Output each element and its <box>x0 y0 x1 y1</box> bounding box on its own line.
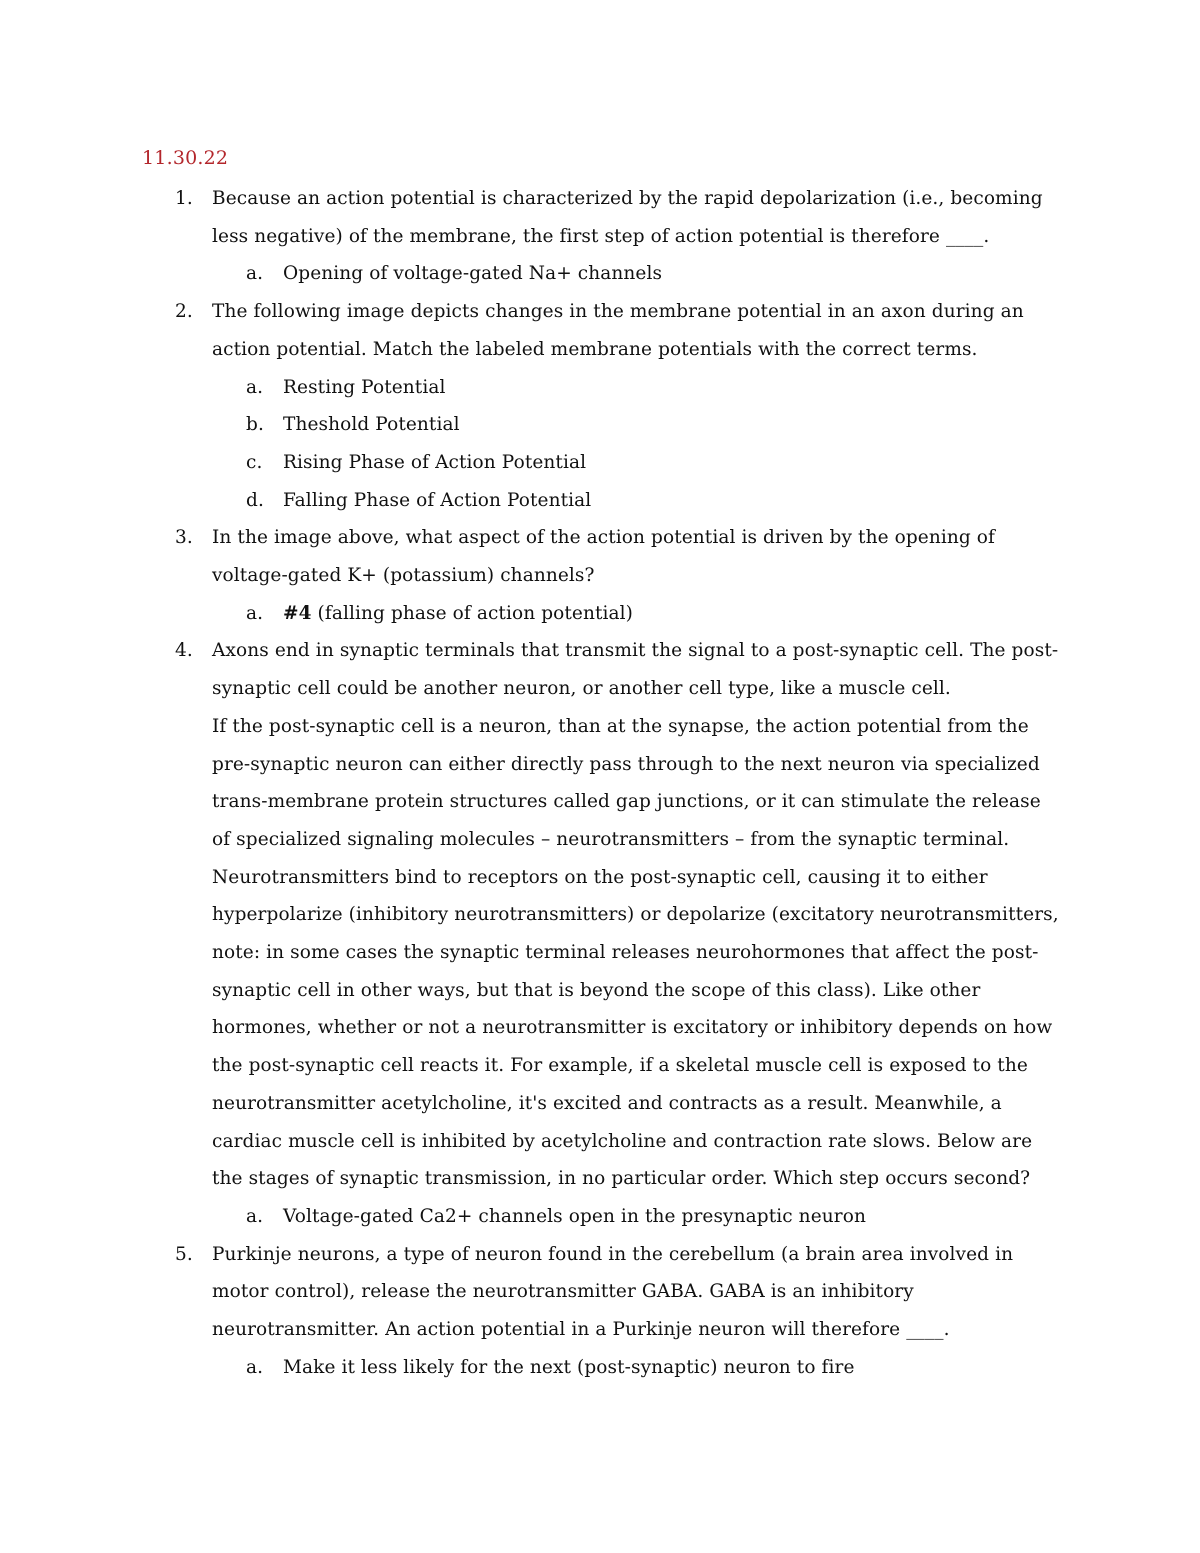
question-list <box>0 180 1200 1387</box>
question-text: The following image depicts changes in the membrane potential in an axon during an action potential. Match the labeled membrane potentials with the correct terms. <box>212 301 1024 360</box>
answer-1a <box>0 255 1200 293</box>
answer-text: Rising Phase of Action Potential <box>283 451 587 473</box>
question-text: In the image above, what aspect of the action potential is driven by the opening of voltage-gated K+ (potassium) channels? <box>212 527 995 587</box>
question-number: 4. <box>175 640 193 662</box>
question-text: Because an action potential is characterized by the rapid depolarization (i.e., becoming less negative) of the membrane, the first step of action potential is therefore ____. <box>212 188 1043 247</box>
question-number: 5. <box>175 1243 193 1265</box>
answer-2b <box>0 406 1200 444</box>
answer-label: a. <box>246 602 264 624</box>
answer-5a <box>0 1349 1200 1387</box>
question-text-part-1: Axons end in synaptic terminals that transmit the signal to a post-synaptic cell. The post-synaptic cell could be another neuron, or another cell type, like a muscle cell. <box>212 640 1059 700</box>
answer-text: Resting Potential <box>283 376 446 398</box>
answer-text: Make it less likely for the next (post-synaptic) neuron to fire <box>283 1356 855 1378</box>
question-text: Purkinje neurons, a type of neuron found in the cerebellum (a brain area involved in motor control), release the neurotransmitter GABA. GABA is an inhibitory neurotransmitter. An action potential in a Purkinje neuron will therefore ____. <box>212 1243 1014 1341</box>
answer-number-bold: #4 <box>283 602 312 624</box>
answer-label: a. <box>246 1356 264 1378</box>
question-2 <box>0 293 1062 368</box>
answer-2d <box>0 482 1200 520</box>
answer-4a <box>0 1198 1200 1236</box>
answer-label: a. <box>246 376 264 398</box>
answer-2a <box>0 369 1200 407</box>
question-5 <box>0 1236 1062 1349</box>
question-4 <box>0 632 1062 1198</box>
question-number: 3. <box>175 527 193 549</box>
answer-label: b. <box>246 414 264 436</box>
answer-text: (falling phase of action potential) <box>311 602 633 624</box>
answer-label: c. <box>246 451 263 473</box>
question-1 <box>0 180 1062 255</box>
answer-2c <box>0 444 1200 482</box>
answer-label: a. <box>246 1205 264 1227</box>
answer-3a <box>0 595 1200 633</box>
document-date: 11.30.22 <box>142 147 229 169</box>
question-number: 1. <box>175 188 193 209</box>
question-number: 2. <box>175 301 193 323</box>
question-3 <box>0 519 1062 594</box>
answer-text: Falling Phase of Action Potential <box>283 489 592 511</box>
question-text-part-2: If the post-synaptic cell is a neuron, than at the synapse, the action potential from the pre-synaptic neuron can either directly pass through to the next neuron via specialized trans-membrane protein structures called gap junctions, or it can stimulate the release of specialized signaling molecules – neurotransmitters – from the synaptic terminal. Neurotransmitters bind to receptors on the post-synaptic cell, causing it to either hyperpolarize (inhibitory neurotransmitters) or depolarize (excitatory neurotransmitters, note: in some cases the synaptic terminal releases neurohormones that affect the post-synaptic cell in other ways, but that is beyond the scope of this class). Like other hormones, whether or not a neurotransmitter is excitatory or inhibitory depends on how the post-synaptic cell reacts it. For example, if a skeletal muscle cell is exposed to the neurotransmitter acetylcholine, it's excited and contracts as a result. Meanwhile, a cardiac muscle cell is inhibited by acetylcholine and contraction rate slows. Below are the stages of synaptic transmission, in no particular order. Which step occurs second? <box>212 715 1059 1190</box>
answer-text: Opening of voltage-gated Na+ channels <box>283 263 663 285</box>
answer-text: Voltage-gated Ca2+ channels open in the presynaptic neuron <box>283 1205 866 1227</box>
answer-label: d. <box>246 489 264 511</box>
answer-text: Theshold Potential <box>283 414 460 436</box>
answer-label: a. <box>246 263 264 285</box>
